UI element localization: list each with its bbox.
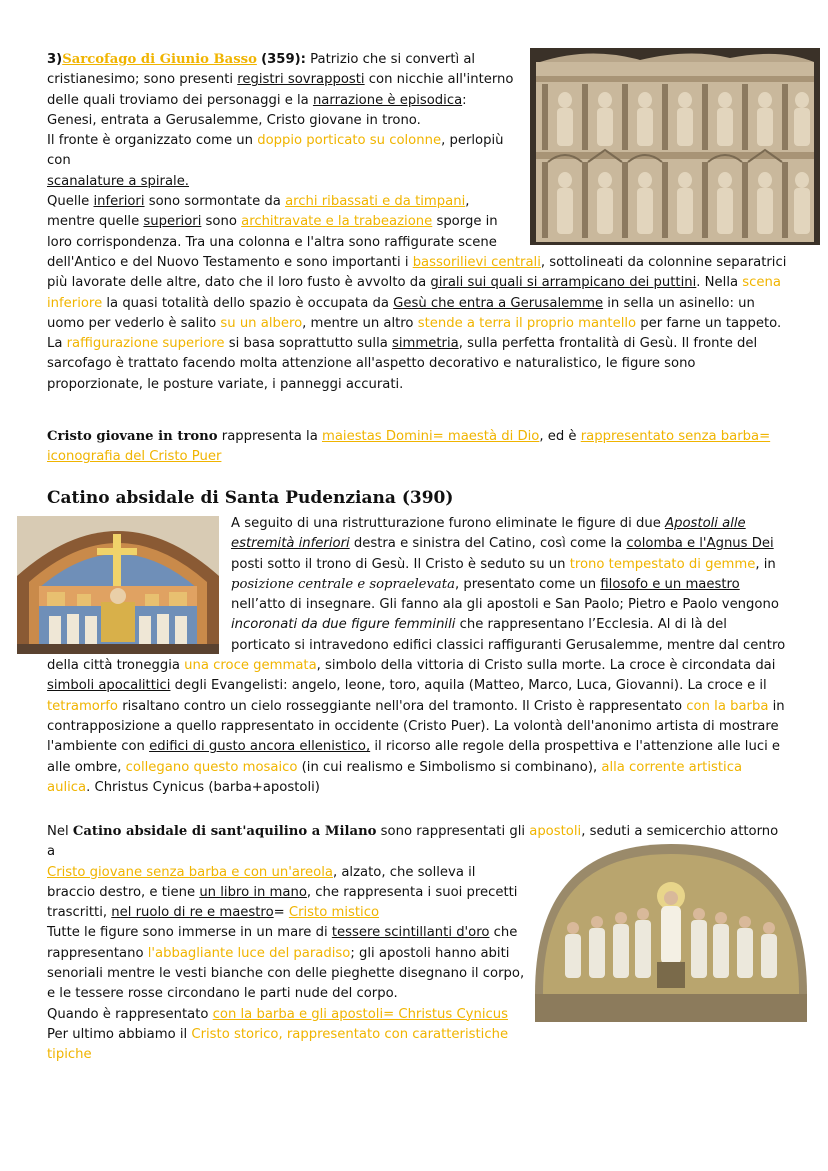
text-span: Cristo storico, rappresentato con caratteristiche tipiche: [47, 1026, 509, 1063]
sarcophagus-image: [530, 48, 820, 245]
text-span: tessere scintillanti d'oro: [331, 925, 490, 941]
text-span: doppio porticato su colonne: [257, 133, 442, 149]
section-sarcofago: [47, 50, 787, 395]
text-span: simboli apocalittici: [47, 678, 171, 694]
text-span: . Nella: [696, 275, 743, 291]
text-span: degli Evangelisti: angelo, leone, toro, aquila (Matteo, Marco, Luca, Giovanni). La croce e il: [170, 678, 767, 694]
pudenziana-heading: Catino absidale di Santa Pudenziana (390): [47, 488, 454, 508]
text-span: girali sui quali si arrampicano dei puttini: [430, 275, 697, 291]
section-number: 3): [47, 52, 63, 67]
text-span: Quelle: [47, 194, 94, 210]
text-span: con nicchie all'interno delle quali troviamo dei personaggi e la: [47, 72, 514, 108]
text-span: superiori: [143, 214, 202, 230]
text-span: destra e sinistra del Catino, così come la: [349, 536, 627, 552]
text-span: sporge in loro corrispondenza. Tra una colonna e l'altra sono raffigurate scene dell'Antico e del Nuovo Testamento e sono importanti i: [47, 214, 498, 270]
text-span: in contrapposizione a quello rappresentato in occidente (Cristo Puer). La volontà dell'anonimo artista di mostrare l'ambiente con: [47, 698, 785, 755]
text-span: un libro in mano: [199, 884, 307, 900]
section-pudenziana: [47, 514, 787, 798]
text-span: posti sotto il trono di Gesù. Il Cristo è seduto su un: [231, 556, 570, 572]
text-span: , sulla perfetta frontalità di Gesù. Il fronte del sarcofago è trattato facendo molta attenzione all'aspetto decorativo e naturalistico, le figure sono proporzionate, le posture variate, i panneggi accurati.: [47, 336, 758, 392]
text-span: edifici di gusto ancora ellenistico,: [149, 739, 371, 755]
text-span: il ricorso alle regole della prospettiva e l'attenzione alle luci e alle ombre,: [47, 739, 781, 775]
text-span: , seduti a semicerchio attorno a: [47, 824, 779, 860]
text-span: Apostoli alle estremità inferiori: [231, 516, 746, 552]
cristo-giovane-lead: Cristo giovane in trono: [47, 429, 218, 444]
text-span: l'abbagliante luce del paradiso: [147, 945, 351, 961]
text-span: colomba e l'Agnus Dei: [626, 536, 774, 552]
text-span: Patrizio che si convertì al cristianesimo; sono presenti: [47, 52, 476, 88]
text-span: : Genesi, entrata a Gerusalemme, Cristo giovane in trono.: [47, 92, 467, 128]
text-span: Cristo mistico: [288, 905, 380, 921]
text-span: alla corrente artistica aulica: [47, 759, 743, 795]
text-span: per farne un tappeto. La: [47, 315, 782, 352]
text-span: con la barba: [686, 698, 769, 714]
text-span: Per ultimo abbiamo il: [47, 1026, 192, 1042]
pudenziana-mosaic-image: [17, 516, 219, 654]
sarcofago-year: (359):: [261, 52, 306, 67]
text-span: incoronati da due figure femminili: [231, 617, 456, 633]
text-span: tetramorfo: [47, 698, 119, 714]
text-span: bassorilievi centrali: [412, 254, 541, 270]
text-span: rappresentato senza barba= iconografia del Cristo Puer: [47, 429, 771, 465]
text-span: , mentre un altro: [302, 315, 418, 331]
text-span: trono tempestato di gemme: [569, 556, 756, 572]
text-span: , che rappresenta i suoi precetti trascritti,: [47, 884, 518, 921]
text-span: raffigurazione superiore: [66, 336, 225, 352]
text-span: , mentre quelle: [47, 194, 470, 230]
text-span: apostoli: [529, 824, 582, 839]
text-span: , simbolo della vittoria di Cristo sulla morte. La croce è circondata dai: [316, 658, 776, 674]
text-span: registri sovrapposti: [237, 72, 365, 88]
text-span: rappresenta la: [217, 429, 322, 444]
text-span: , alzato, che solleva il braccio destro, e tiene: [47, 864, 476, 900]
text-span: Cristo giovane senza barba e con un'areola: [47, 864, 333, 880]
sarcofago-title: Sarcofago di Giunio Basso: [62, 52, 257, 67]
text-span: sono rappresentati gli: [376, 824, 530, 839]
text-span: simmetria: [392, 336, 459, 352]
text-span: , perlopiù con: [47, 133, 504, 169]
text-span: che rappresentano l’Ecclesia. Al di là del porticato si intravedono edifici classici raffiguranti Gerusalemme, mentre dal centro della città troneggia: [47, 617, 786, 674]
text-span: , presentato come un: [454, 576, 601, 592]
text-span: collegano questo mosaico: [125, 759, 298, 775]
text-span: Quando è rappresentato: [47, 1006, 213, 1022]
text-span: posizione centrale e sopraelevata: [231, 576, 455, 592]
text-span: su un albero: [220, 315, 303, 331]
text-span: una croce gemmata: [184, 658, 317, 674]
text-span: sono: [201, 214, 242, 230]
aquilino-lead: Catino absidale di sant'aquilino a Milano: [72, 824, 377, 839]
text-span: (in cui realismo e Simbolismo si combinano),: [297, 759, 602, 775]
section-cristo-giovane: [47, 427, 787, 468]
text-span: A seguito di una ristrutturazione furono eliminate le figure di due: [231, 516, 666, 531]
text-span: Il fronte è organizzato come un: [47, 133, 258, 149]
text-span: =: [273, 905, 289, 921]
text-span: la quasi totalità dello spazio è occupata da: [102, 295, 394, 311]
text-span: filosofo e un maestro: [600, 576, 740, 592]
text-span: architravate e la trabeazione: [241, 214, 433, 230]
text-span: stende a terra il proprio mantello: [417, 315, 637, 331]
text-span: scena inferiore: [47, 275, 781, 311]
text-span: , in: [755, 556, 776, 572]
text-span: inferiori: [93, 194, 145, 210]
text-span: archi ribassati e da timpani: [285, 194, 466, 210]
text-span: narrazione è episodica: [312, 92, 463, 108]
text-span: ; gli apostoli hanno abiti senoriali mentre le vesti bianche con delle pieghette disegnano il corpo, e le tessere rosse circondano le parti nude del corpo.: [47, 945, 525, 1002]
text-span: Nel: [47, 824, 73, 839]
text-span: maiestas Domini= maestà di Dio: [321, 429, 540, 444]
text-span: con la barba e gli apostoli= Christus Cynicus: [212, 1006, 508, 1022]
text-span: si basa soprattutto sulla: [224, 336, 393, 352]
text-span: scanalature a spirale.: [47, 173, 190, 189]
text-span: nell’atto di insegnare. Gli fanno ala gli apostoli e San Paolo; Pietro e Paolo vengono: [231, 597, 779, 613]
text-span: risaltano contro un cielo rosseggiante nell'ora del tramonto. Il Cristo è rappresentato: [118, 698, 687, 714]
text-span: che rappresentano: [47, 925, 518, 961]
text-span: Tutte le figure sono immerse in un mare di: [47, 925, 332, 941]
text-span: , ed è: [539, 429, 581, 444]
text-span: in sella un asinello: un uomo per vederlo è salito: [47, 295, 755, 331]
text-span: nel ruolo di re e maestro: [111, 905, 274, 921]
aquilino-mosaic-image: [535, 844, 807, 1022]
section-aquilino: [47, 822, 787, 1066]
text-span: , sottolineati da colonnine separatrici più lavorate delle altre, dato che il loro fusto è avvolto da: [47, 254, 787, 291]
text-span: . Christus Cynicus (barba+apostoli): [86, 779, 320, 795]
text-span: Gesù che entra a Gerusalemme: [393, 295, 604, 311]
text-span: sono sormontate da: [144, 194, 286, 210]
